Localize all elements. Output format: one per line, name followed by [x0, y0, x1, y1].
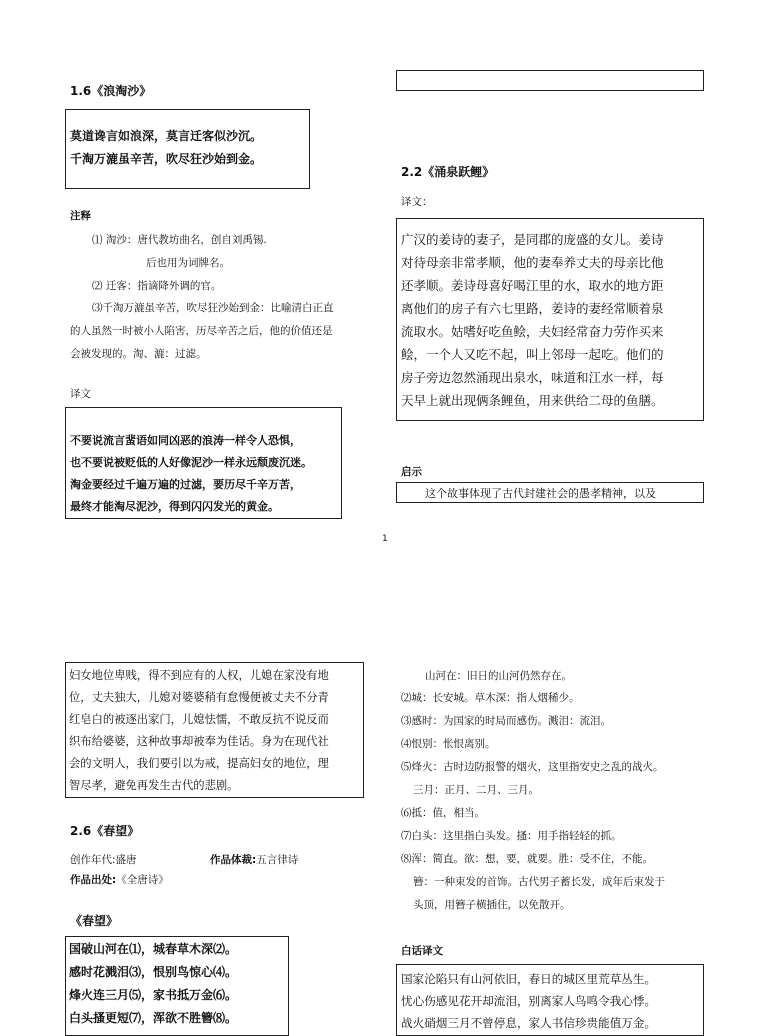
vernacular-line: 战火硝烟三月不曾停息，家人书信珍贵能值万金。 — [401, 1016, 657, 1030]
paragraph-line: 智尽孝，避免再发生古代的悲剧。 — [69, 779, 239, 792]
poem-line: 感时花溅泪⑶，恨别鸟惊心⑷。 — [69, 965, 238, 979]
translation-line: 也不要说被贬低的人好像泥沙一样永远颓废沉迷。 — [70, 456, 312, 469]
vernacular-box — [396, 964, 704, 1036]
note-line: ⑶千淘万漉虽辛苦，吹尽狂沙始到金：比喻清白正直 — [92, 302, 334, 314]
note-line: 簪：一种束发的首饰。古代男子蓄长发，成年后束发于 — [413, 876, 665, 888]
poem-box-langtaosha — [65, 109, 310, 189]
note-line: ⑶感时：为国家的时局而感伤。溅泪：流泪。 — [401, 715, 611, 727]
story-line: 离他们的房子有六七里路，姜诗的妻经常顺着泉 — [401, 301, 664, 316]
paragraph-box-continued — [65, 662, 364, 798]
insight-text: 这个故事体现了古代封建社会的愚孝精神，以及 — [425, 487, 656, 500]
note-line: ⑵ 迁客：指谪降外调的官。 — [92, 280, 222, 292]
source-label: 作品出处:《全唐诗》 — [70, 874, 169, 886]
paragraph-line: 红皂白的被逐出家门，儿媳怯懦，不敢反抗不说反而 — [69, 713, 329, 726]
paragraph-line: 位，丈夫独大，儿媳对婆婆稍有怠慢便被丈夫不分青 — [69, 691, 329, 704]
story-line: 对待母亲非常孝顺，他的妻奉养丈夫的母亲比他 — [401, 255, 664, 270]
note-line: 山河在：旧日的山河仍然存在。 — [425, 670, 572, 682]
note-line: ⑻浑：简直。欲：想，要，就要。胜：受不住，不能。 — [401, 853, 653, 865]
story-line: 还孝顺。姜诗母喜好喝江里的水，取水的地方距 — [401, 278, 664, 293]
translation-line: 最终才能淘尽泥沙，得到闪闪发光的黄金。 — [70, 500, 279, 513]
note-line: ⑵城：长安城。草木深：指人烟稀少。 — [401, 692, 580, 704]
poem-box-chunwang — [65, 936, 289, 1036]
story-line: 鲙，一个人又吃不起，叫上邻母一起吃。他们的 — [401, 347, 664, 362]
translation-line: 淘金要经过千遍万遍的过滤，要历尽千辛万苦， — [70, 478, 301, 491]
note-line: ⑹抵：值，相当。 — [401, 807, 485, 819]
vernacular-title: 白话译文 — [401, 945, 443, 957]
note-line: 的人虽然一时被小人陷害，历尽辛苦之后，他的价值还是 — [70, 325, 333, 337]
insight-box — [396, 482, 704, 503]
notes-title: 注释 — [70, 210, 91, 222]
note-line: ⑸烽火：古时边防报警的烟火，这里指安史之乱的战火。 — [401, 761, 664, 773]
vernacular-line: 国家沦陷只有山河依旧，春日的城区里荒草丛生。 — [401, 972, 657, 986]
story-line: 广汉的姜诗的妻子，是同郡的庞盛的女儿。姜诗 — [401, 232, 664, 247]
paragraph-line: 织布给婆婆，这种故事却被奉为佳话。身为在现代社 — [69, 735, 329, 748]
note-line: ⑺白头：这里指白头发。搔：用手指轻轻的抓。 — [401, 830, 622, 842]
poem-title-chunwang: 《春望》 — [70, 914, 119, 928]
paragraph-line: 妇女地位卑贱，得不到应有的人权，儿媳在家没有地 — [69, 669, 329, 682]
empty-box — [396, 70, 704, 91]
story-line: 天早上就出现俩条鲤鱼，用来供给二母的鱼膳。 — [401, 393, 664, 408]
story-box-yongquan — [396, 218, 704, 421]
note-line: 头顶，用簪子横插住，以免散开。 — [413, 899, 571, 911]
section-heading-langtaosha: 1.6《浪淘沙》 — [70, 84, 152, 98]
poem-line: 烽火连三月⑸，家书抵万金⑹。 — [69, 988, 238, 1002]
translation-box-langtaosha — [65, 407, 342, 519]
section-heading-yongquan: 2.2《涌泉跃鲤》 — [401, 165, 495, 179]
note-line: 会被发现的。淘、漉：过滤。 — [70, 348, 207, 360]
era-label: 创作年代:盛唐 — [70, 854, 137, 866]
translation-line: 不要说流言蜚语如同凶恶的浪涛一样令人恐惧， — [70, 434, 301, 447]
genre-label: 作品体裁:五言律诗 — [210, 854, 299, 866]
story-line: 房子旁边忽然涌现出泉水，味道和江水一样，每 — [401, 370, 664, 385]
note-line: ⑴ 淘沙：唐代教坊曲名，创自刘禹锡. — [92, 234, 267, 246]
translation-label: 译文： — [401, 196, 433, 208]
insight-title: 启示 — [401, 466, 422, 478]
page-number: 1 — [382, 534, 388, 544]
poem-line: 国破山河在⑴，城春草木深⑵。 — [69, 942, 238, 956]
story-line: 流取水。姑嗜好吃鱼鲙，夫妇经常奋力劳作买来 — [401, 324, 664, 339]
note-line: ⑷恨别：怅恨离别。 — [401, 738, 496, 750]
poem-line: 莫道谗言如浪深，莫言迁客似沙沉。 — [70, 129, 263, 143]
note-line: 后也用为词牌名。 — [146, 257, 230, 269]
poem-line: 千淘万漉虽辛苦，吹尽狂沙始到金。 — [70, 152, 263, 166]
vernacular-line: 忧心伤感见花开却流泪，别离家人鸟鸣令我心悸。 — [401, 994, 657, 1008]
section-heading-chunwang: 2.6《春望》 — [70, 824, 140, 838]
note-line: 三月：正月、二月、三月。 — [413, 784, 539, 796]
paragraph-line: 会的文明人，我们要引以为戒，提高妇女的地位，理 — [69, 757, 329, 770]
translation-title: 译文 — [70, 388, 91, 400]
poem-line: 白头搔更短⑺，浑欲不胜簪⑻。 — [69, 1011, 238, 1025]
